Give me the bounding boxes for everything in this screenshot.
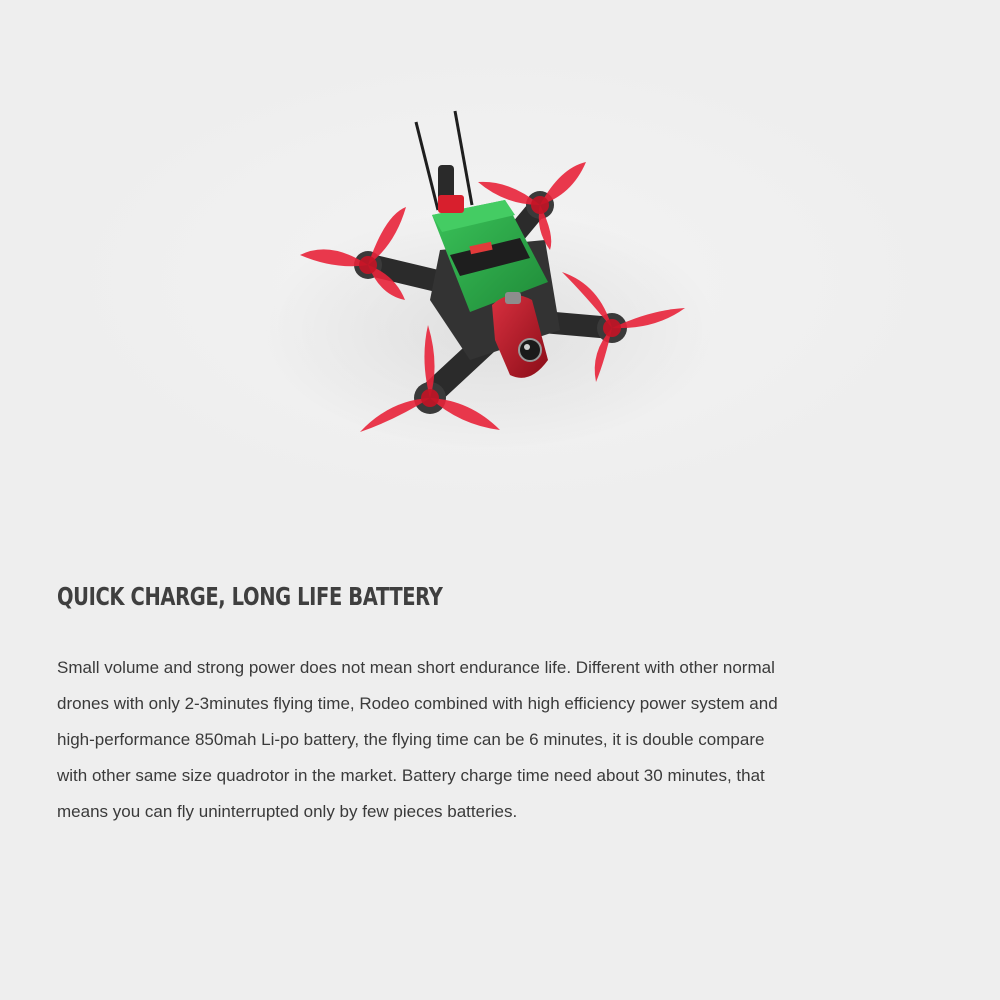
camera-lens	[519, 339, 541, 361]
description-line-2: drones with only 2-3minutes flying time, Rodeo combined with high efficiency power system and	[57, 694, 778, 713]
antenna-left	[416, 122, 438, 210]
description-line-3: high-performance 850mah Li-po battery, the flying time can be 6 minutes, it is double compare	[57, 730, 765, 749]
section-title: QUICK CHARGE, LONG LIFE BATTERY	[57, 582, 443, 611]
section-description	[57, 650, 907, 830]
description-line-4: with other same size quadrotor in the market. Battery charge time need about 30 minutes, that	[57, 766, 765, 785]
description-line-1: Small volume and strong power does not mean short endurance life. Different with other normal	[57, 658, 775, 677]
red-plug	[438, 195, 464, 213]
camera-mount	[505, 292, 521, 304]
camera-lens-glint	[524, 344, 530, 350]
description-line-5: means you can fly uninterrupted only by few pieces batteries.	[57, 802, 518, 821]
antenna-right	[455, 111, 472, 205]
